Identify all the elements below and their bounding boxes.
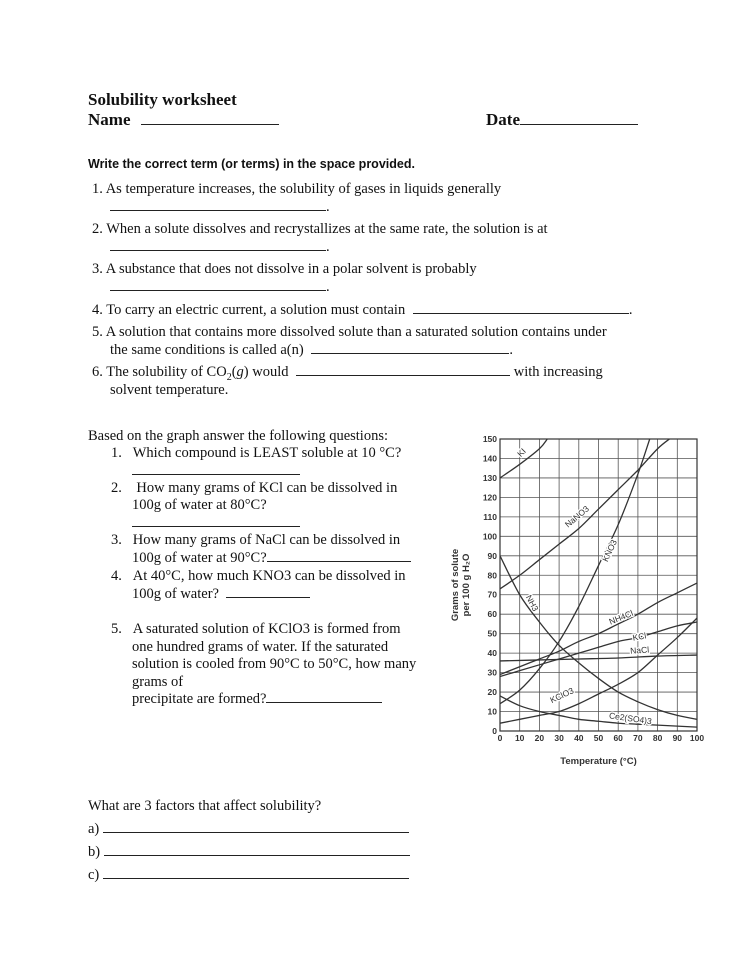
- s2-question-5-line3: solution is cooled from 90°C to 50°C, how many: [132, 656, 417, 672]
- y-tick-label: 0: [492, 726, 497, 736]
- s1-question-1: 1. As temperature increases, the solubility of gases in liquids generally: [92, 181, 502, 197]
- s2-question-5-line4: grams of: [132, 674, 184, 690]
- y-tick-label: 30: [487, 667, 497, 678]
- curve-label: KNO3: [600, 538, 619, 564]
- s2-answer-1[interactable]: [132, 462, 300, 480]
- s1-answer-1[interactable]: .: [110, 198, 330, 216]
- s1-answer-3[interactable]: .: [110, 278, 330, 296]
- y-tick-label: 40: [487, 648, 497, 659]
- solubility-chart-svg: [440, 430, 720, 775]
- x-tick-label: 70: [633, 733, 643, 743]
- curve-label: Ce2(SO4)3: [608, 710, 653, 727]
- x-tick-label: 60: [613, 733, 623, 743]
- y-tick-label: 100: [482, 531, 497, 542]
- s2-answer-2[interactable]: [132, 514, 300, 532]
- curve-label: KClO3: [548, 685, 576, 706]
- y-tick-label: 20: [487, 687, 497, 698]
- factor-c[interactable]: c): [88, 866, 409, 884]
- s2-question-2: 2. How many grams of KCl can be dissolved in: [111, 480, 398, 496]
- s2-question-4: 4. At 40°C, how much KNO3 can be dissolved in: [111, 568, 406, 584]
- s1-answer-6[interactable]: [296, 363, 510, 376]
- section1-instruction: Write the correct term (or terms) in the space provided.: [88, 157, 415, 171]
- y-axis-title-line1: Grams of solute: [450, 548, 461, 622]
- worksheet-title: Solubility worksheet: [88, 90, 237, 109]
- s2-question-5: 5. A saturated solution of KClO3 is formed from: [111, 621, 401, 637]
- s2-question-3-cont: 100g of water at 90°C?: [132, 549, 411, 567]
- name-blank[interactable]: [141, 112, 279, 125]
- section3-question: What are 3 factors that affect solubility?: [88, 798, 322, 814]
- y-tick-label: 90: [487, 550, 497, 561]
- s2-answer-3[interactable]: [267, 549, 411, 562]
- date-blank[interactable]: [520, 112, 638, 125]
- y-tick-label: 150: [482, 434, 497, 444]
- factor-a[interactable]: a): [88, 820, 409, 838]
- name-field[interactable]: [88, 110, 279, 130]
- name-label: Name: [88, 110, 131, 129]
- s1-question-5-cont: the same conditions is called a(n) .: [110, 342, 513, 358]
- x-tick-label: 50: [593, 733, 604, 743]
- x-axis-title: Temperature (°C): [560, 756, 637, 767]
- curve-kno3: [500, 439, 650, 704]
- x-tick-label: 0: [497, 733, 503, 743]
- s1-answer-4[interactable]: [413, 301, 629, 314]
- s1-answer-5[interactable]: [311, 341, 509, 354]
- solubility-curve-chart: [440, 430, 720, 775]
- s1-answer-2[interactable]: .: [110, 238, 330, 256]
- s1-question-4: 4. To carry an electric current, a solution must contain .: [92, 302, 633, 318]
- x-tick-label: 20: [534, 733, 545, 743]
- x-tick-label: 40: [574, 733, 584, 743]
- factor-b[interactable]: b): [88, 843, 410, 861]
- s2-question-5-line5: precipitate are formed?: [132, 690, 382, 708]
- x-tick-label: 100: [689, 733, 705, 743]
- s2-question-2-cont: 100g of water at 80°C?: [132, 497, 267, 513]
- s1-question-6: 6. The solubility of $CO_2(g)$ would with increasing: [92, 364, 603, 383]
- y-tick-label: 130: [482, 472, 497, 483]
- y-tick-label: 120: [482, 492, 497, 503]
- date-field[interactable]: [486, 110, 638, 130]
- s1-question-5: 5. A solution that contains more dissolved solute than a saturated solution contains under: [92, 324, 607, 340]
- y-tick-label: 80: [487, 570, 497, 581]
- y-tick-label: 50: [487, 628, 497, 639]
- s1-question-2: 2. When a solute dissolves and recrystallizes at the same rate, the solution is at: [92, 221, 548, 237]
- y-tick-label: 110: [483, 511, 497, 522]
- y-tick-label: 60: [487, 609, 497, 620]
- y-tick-label: 140: [482, 453, 497, 464]
- curve-label: NH3: [523, 593, 541, 613]
- x-tick-label: 90: [672, 733, 683, 743]
- s2-question-3: 3. How many grams of NaCl can be dissolved in: [111, 532, 401, 548]
- s2-question-1: 1. Which compound is LEAST soluble at 10 °C?: [111, 445, 402, 461]
- y-tick-label: 70: [487, 589, 497, 600]
- curve-label: NH4Cl: [607, 607, 635, 627]
- s1-question-6-cont: solvent temperature.: [110, 382, 229, 398]
- curve-label: KI: [515, 446, 528, 459]
- s1-question-3: 3. A substance that does not dissolve in a polar solvent is probably: [92, 261, 477, 277]
- date-label: Date: [486, 110, 520, 129]
- s2-answer-5[interactable]: [266, 690, 382, 703]
- curve-label: NaNO3: [562, 503, 591, 530]
- s2-answer-4[interactable]: [226, 585, 310, 598]
- curve-label: NaCl: [629, 644, 650, 656]
- y-tick-label: 10: [487, 706, 497, 717]
- x-tick-label: 30: [554, 733, 564, 743]
- curve-label: KCl: [631, 630, 647, 643]
- section2-intro: Based on the graph answer the following questions:: [88, 428, 389, 444]
- s2-question-4-cont: 100g of water?: [132, 585, 310, 603]
- s2-question-5-line2: one hundred grams of water. If the saturated: [132, 639, 389, 655]
- y-axis-title-line2: per 100 g H₂O: [461, 553, 472, 617]
- x-tick-label: 10: [514, 733, 525, 743]
- x-tick-label: 80: [652, 733, 663, 743]
